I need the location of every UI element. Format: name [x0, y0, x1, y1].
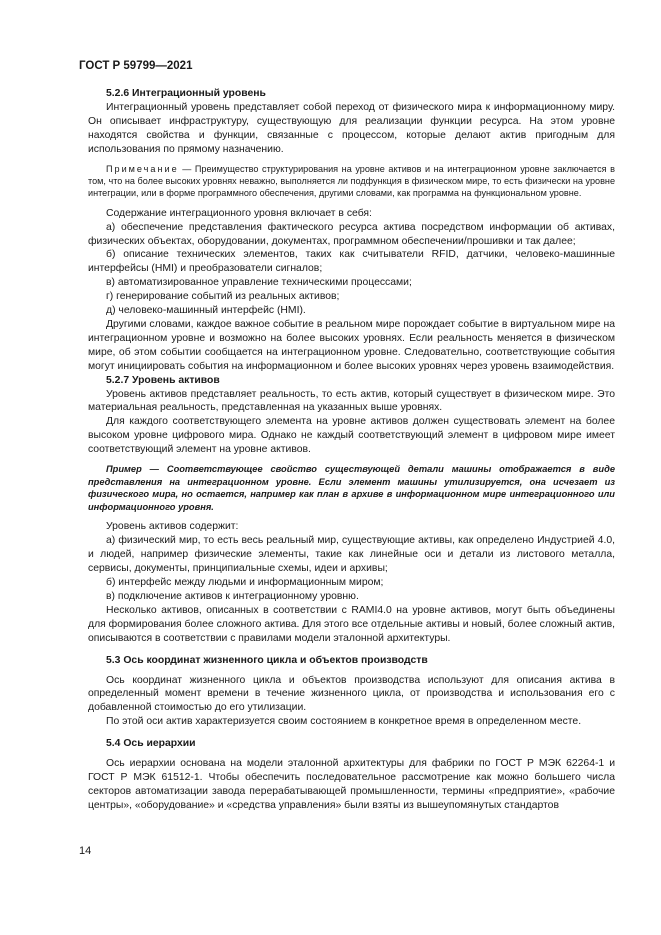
paragraph: Уровень активов представляет реальность, то есть актив, который существует в физическом мире. Это материальная реальность, представленная на указанных выше уровнях.: [88, 388, 615, 414]
paragraph: Содержание интеграционного уровня включает в себя:: [106, 207, 372, 219]
example: Пример — Соответствующее свойство существующей детали машины отображается в виде представления на интеграционном уровне. Если элемент машины утилизируется, она исчезает из физического мира, но остается, например как план в архиве в информационном мире интеграционного или информационного уровня.: [88, 464, 615, 512]
section-heading-5-2-7: 5.2.7 Уровень активов: [106, 374, 220, 386]
section-heading-5-2-6: 5.2.6 Интеграционный уровень: [106, 88, 266, 99]
paragraph: Уровень активов содержит:: [106, 521, 239, 533]
list-item: б) описание технических элементов, таких как считыватели RFID, датчики, человеко-машинные интерфейсы (HMI) и преобразователи сигналов;: [88, 249, 615, 275]
list-item: б) интерфейс между людьми и информационным миром;: [106, 577, 384, 589]
list-item: г) генерирование событий из реальных активов;: [106, 291, 340, 303]
document-code: ГОСТ Р 59799—2021: [79, 60, 193, 72]
note-text: — Преимущество структурирования на уровне активов и на интеграционном уровне заключается в том, что на более высоких уровнях неважно, выполняется ли подфункция в физическом мире, то есть физически на уровне интеграции, или в форме программного обеспечения, другими словами, как программа на функциональном уровне.: [88, 163, 615, 199]
page-number: 14: [79, 845, 92, 857]
section-heading-5-4: 5.4 Ось иерархии: [106, 738, 196, 750]
paragraph: Ось иерархии основана на модели эталонной архитектуры для фабрики по ГОСТ Р МЭК 62264-1 и ГОСТ Р МЭК 61512-1. Чтобы обеспечить последовательное рассмотрение как можно большего числа секторов автоматизации завода перерабатывающей промышленности, термины «предприятие», «рабочие центры», «оборудование» и «средства управления» были взяты из вышеупомянутых стандартов: [88, 758, 615, 811]
note: [88, 163, 615, 200]
paragraph: Несколько активов, описанных в соответствии с RAMI4.0 на уровне активов, могут быть объединены для формирования более сложного актива. Для этого все отдельные активы и новый, более сложный актив, описываются в соответствии с правилами модели эталонной архитектуры.: [88, 604, 615, 644]
list-item: в) подключение активов к интеграционному уровню.: [106, 590, 359, 602]
list-item: а) физический мир, то есть весь реальный мир, существующие активы, как определено Индустрией 4.0, и людей, например физические элементы, такие как линейные оси и детали из листового металла, сервисы, документы, принципиальные схемы, идеи и архивы;: [88, 535, 615, 575]
paragraph: Другими словами, каждое важное событие в реальном мире порождает событие в виртуальном мире на интеграционном уровне и возможно на более высоких уровнях. Если реальность меняется в физическом мире, об этом событии сообщается на интеграционном уровне. Следовательно, соответствующие события могут инициировать события на информационном и более высоких уровнях через уровень взаимодействия.: [88, 319, 615, 372]
paragraph: Для каждого соответствующего элемента на уровне активов должен существовать элемент на более высоком уровне цифрового мира. Однако не каждый соответствующий элемент в цифровом мире имеет соответствующий элемент на уровне активов.: [88, 416, 615, 456]
paragraph: Интеграционный уровень представляет собой переход от физического мира к информационному миру. Он описывает инфраструктуру, существующую для реализации функции ресурса. На этом уровне находятся свойства и функции, связанные с процессом, которые делают актив пригодным для использования по прямому назначению.: [88, 101, 615, 155]
list-item: в) автоматизированное управление техническими процессами;: [106, 277, 412, 289]
document-body: [88, 87, 615, 813]
section-heading-5-3: 5.3 Ось координат жизненного цикла и объектов производств: [106, 654, 428, 666]
paragraph: Ось координат жизненного цикла и объектов производства используют для описания актива в определенный момент времени в течение жизненного цикла, от производства и использования его с добавленной стоимостью до его утилизации.: [88, 674, 615, 714]
note-label: Примечание: [106, 163, 179, 174]
list-item: д) человеко-машинный интерфейс (HMI).: [106, 305, 306, 317]
list-item: а) обеспечение представления фактического ресурса актива посредством информации об активах, физических объектах, оборудовании, документах, программном обеспечении/прошивки и так далее;: [88, 221, 615, 247]
paragraph: По этой оси актив характеризуется своим состоянием в конкретное время в определенном месте.: [106, 716, 582, 728]
